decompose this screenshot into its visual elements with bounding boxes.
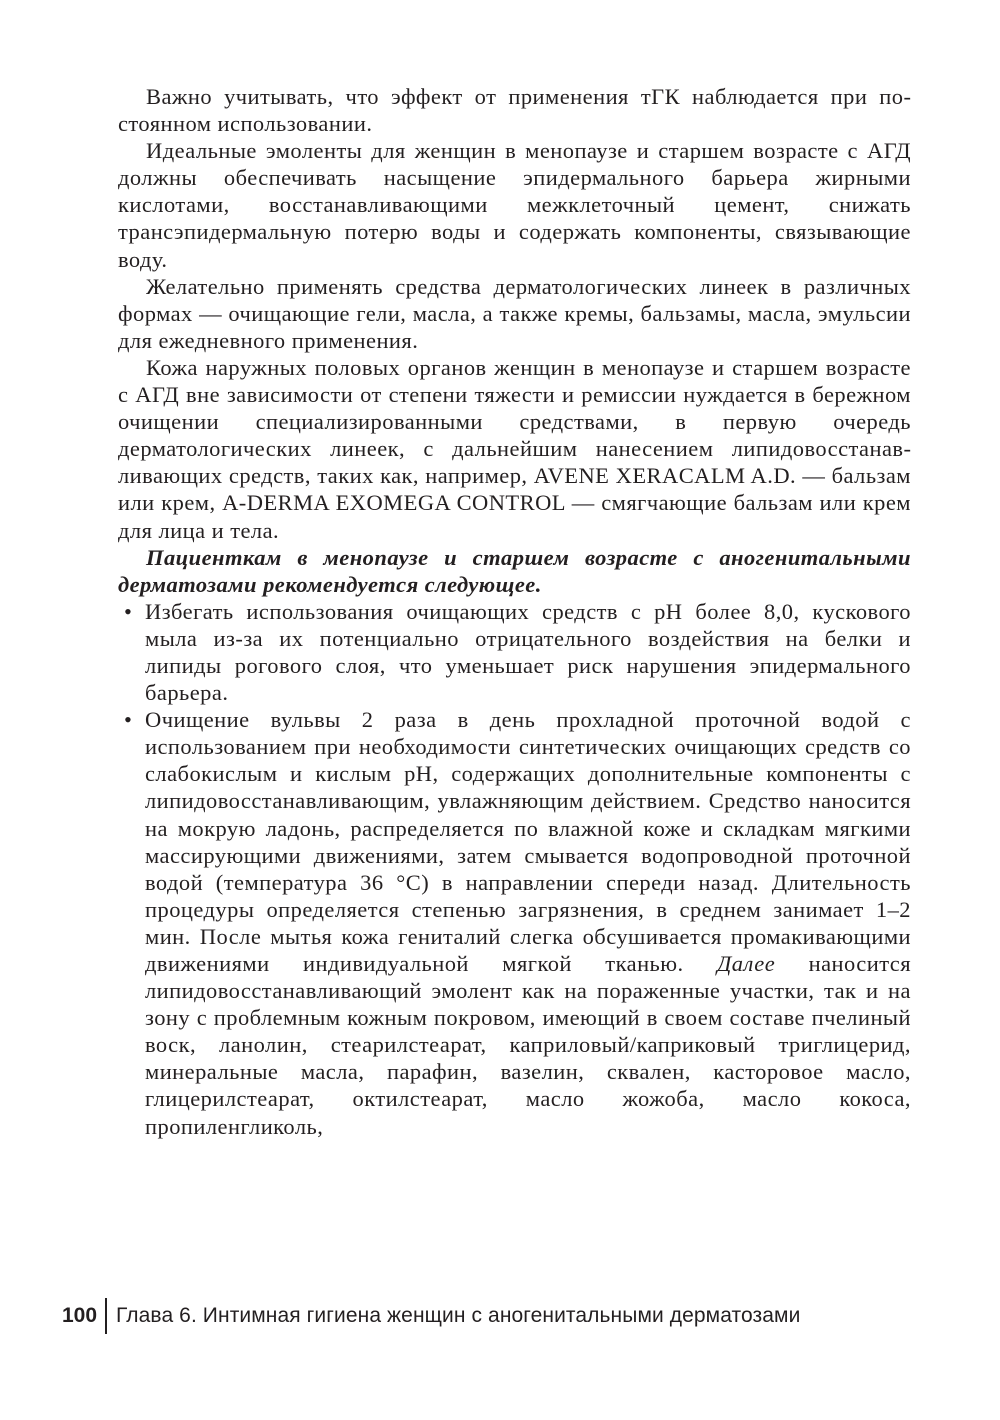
footer-divider: [105, 1298, 107, 1334]
list-item-text-continued: наносится липидовосстанавливающий эмолент как на пораженные участки, так и на зону с проблемным кожным покровом, имеющий в своем составе пчелиный воск, ланолин, стеарилстеарат, каприловый/каприковый триглицерид, минеральные масла, парафин, вазелин, сквален, касторовое масло, глицерилстеарат, октилстеарат, масло жожоба, масло кокоса, пропиленгликоль,: [145, 951, 911, 1139]
list-item: [118, 706, 911, 1140]
paragraph-emollient-note: Важно учитывать, что эффект от применения тГК наблюдается при постоянном использовании.: [118, 84, 911, 137]
list-item-text: Очищение вульвы 2 раза в день прохладной проточной водой с использованием при необходимости синтетических очищающих средств со слабокислым и кислым pH, содержащих дополнительные компоненты с липидовосстанавливающим, увлажняющим действием. Средство наносится на мокрую ладонь, распределяется по влажной коже и складкам мягкими массирующими движениями, затем смывается водопроводной проточной водой (температура 36 °С) в направлении спереди назад. Длительность процедуры определяется степенью загрязнения, в среднем занимает 1–2 мин. После мытья кожа гениталий слегка обсушивается промакивающими движениями индивидуальной мягкой тканью.: [145, 707, 911, 976]
paragraph-dermatological-lines: Желательно применять средства дерматологических линеек в различных формах — очищающие гели, масла, а также кремы, бальзамы, масла, эмульсии для ежедневного применения.: [118, 273, 911, 353]
page-footer: [62, 1298, 800, 1334]
recommendation-heading: Пациенткам в менопаузе и старшем возрасте с аногенитальными дерматозами рекомендуется следующее.: [118, 544, 911, 597]
paragraph-ideal-emollients: Идеальные эмоленты для женщин в менопаузе и старшем возрасте с АГД должны обеспечивать насыщение эпидермального барьера жирными кислотами, восстанавливающими межклеточный цемент, снижать трансэпидермальную потерю воды и содержать компоненты, связывающие воду.: [118, 138, 911, 272]
list-item-text: Избегать использования очищающих средств с pH более 8,0, кускового мыла из-за их потенциально отрицательного воздействия на белки и липиды рогового слоя, что уменьшает риск нарушения эпидермального барьера.: [145, 598, 911, 706]
list-item: [118, 598, 911, 706]
recommendation-list: [118, 598, 911, 1140]
bullet-icon: •: [124, 707, 133, 733]
paragraph-genital-skin-care: Кожа наружных половых органов женщин в менопаузе и старшем возрасте с АГД вне зависимости от степени тяжести и ремиссии нуждается в бережном очищении специализированными средствами, в первую очередь дерматологических линеек, с дальнейшим нанесением липидовосстанавливающих средств, таких как, например, AVENE XERACALM A.D. — бальзам или крем, A-DERMA EXOMEGA CONTROL — смягчающие бальзам или крем для лица и тела.: [118, 354, 911, 543]
bullet-icon: •: [124, 598, 133, 624]
page-body: [118, 83, 911, 1140]
list-item-emphasis: Далее: [717, 951, 776, 976]
running-title: Глава 6. Интимная гигиена женщин с аногенитальными дерматозами: [116, 1304, 801, 1327]
page-number: 100: [62, 1304, 98, 1327]
